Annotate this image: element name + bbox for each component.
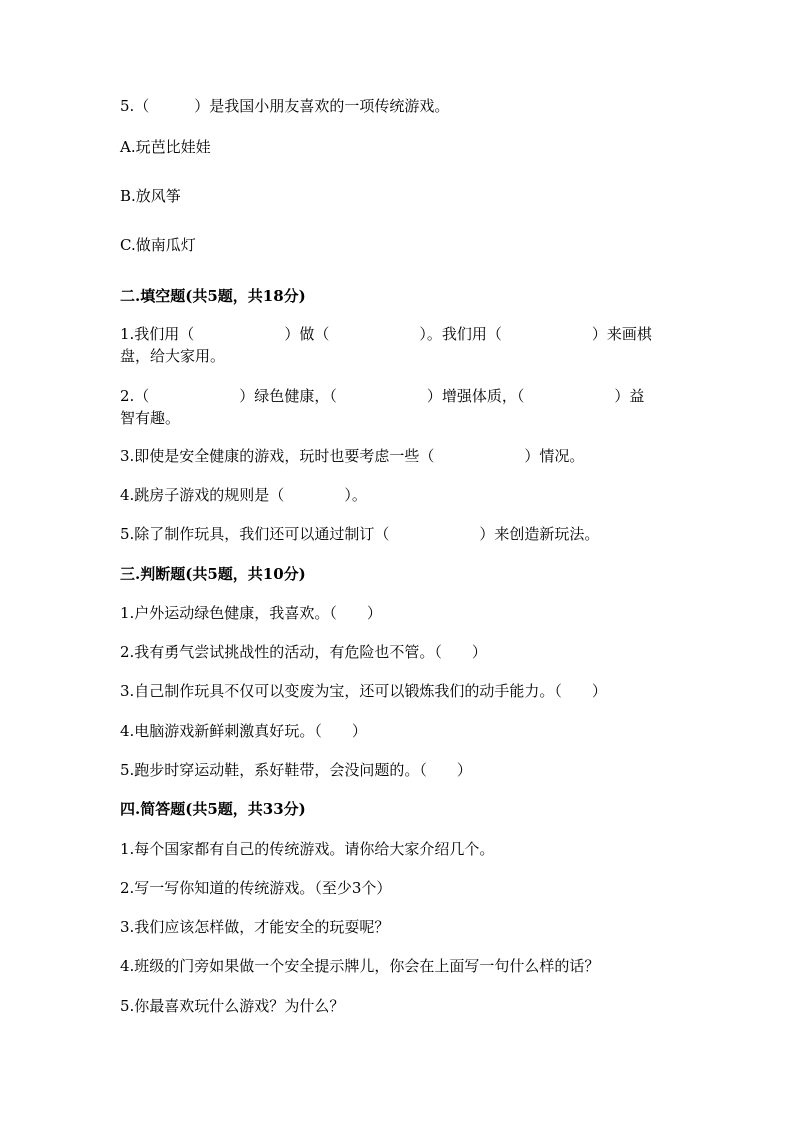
mc-option-a: A.玩芭比娃娃 [120, 138, 211, 156]
short-question-3: 3.我们应该怎样做，才能安全的玩耍呢？ [120, 918, 390, 936]
mc-question-5: 5.（ ）是我国小朋友喜欢的一项传统游戏。 [120, 97, 450, 115]
fill-question-2-line1: 2.（ ）绿色健康，（ ）增强体质，（ ）益 [120, 387, 645, 405]
judge-question-2: 2.我有勇气尝试挑战性的活动，有危险也不管。（ ） [120, 643, 487, 661]
fill-question-4: 4.跳房子游戏的规则是（ ）。 [120, 486, 367, 504]
fill-question-5: 5.除了制作玩具，我们还可以通过制订（ ）来创造新玩法。 [120, 525, 600, 543]
short-question-2: 2.写一写你知道的传统游戏。（至少3个） [120, 879, 392, 897]
judge-question-5: 5.跑步时穿运动鞋，系好鞋带，会没问题的。（ ） [120, 761, 472, 779]
fill-question-2-line2: 智有趣。 [120, 409, 181, 427]
judge-question-1: 1.户外运动绿色健康，我喜欢。（ ） [120, 604, 382, 622]
mc-option-c: C.做南瓜灯 [120, 236, 196, 254]
short-section-heading: 四.简答题(共5题，共33分) [120, 800, 306, 818]
fill-question-1-line2: 盘，给大家用。 [120, 347, 226, 365]
fill-section-heading: 二.填空题(共5题，共18分) [120, 287, 306, 305]
judge-question-3: 3.自己制作玩具不仅可以变废为宝，还可以锻炼我们的动手能力。（ ） [120, 682, 607, 700]
fill-question-3: 3.即使是安全健康的游戏，玩时也要考虑一些（ ）情况。 [120, 447, 585, 465]
short-question-5: 5.你最喜欢玩什么游戏？为什么？ [120, 997, 345, 1015]
short-question-1: 1.每个国家都有自己的传统游戏。请你给大家介绍几个。 [120, 840, 495, 858]
judge-section-heading: 三.判断题(共5题，共10分) [120, 565, 306, 583]
fill-question-1-line1: 1.我们用（ ）做（ ）。我们用（ ）来画棋 [120, 325, 652, 343]
short-question-4: 4.班级的门旁如果做一个安全提示牌儿，你会在上面写一句什么样的话？ [120, 957, 600, 975]
mc-option-b: B.放风筝 [120, 187, 181, 205]
judge-question-4: 4.电脑游戏新鲜刺激真好玩。（ ） [120, 722, 367, 740]
